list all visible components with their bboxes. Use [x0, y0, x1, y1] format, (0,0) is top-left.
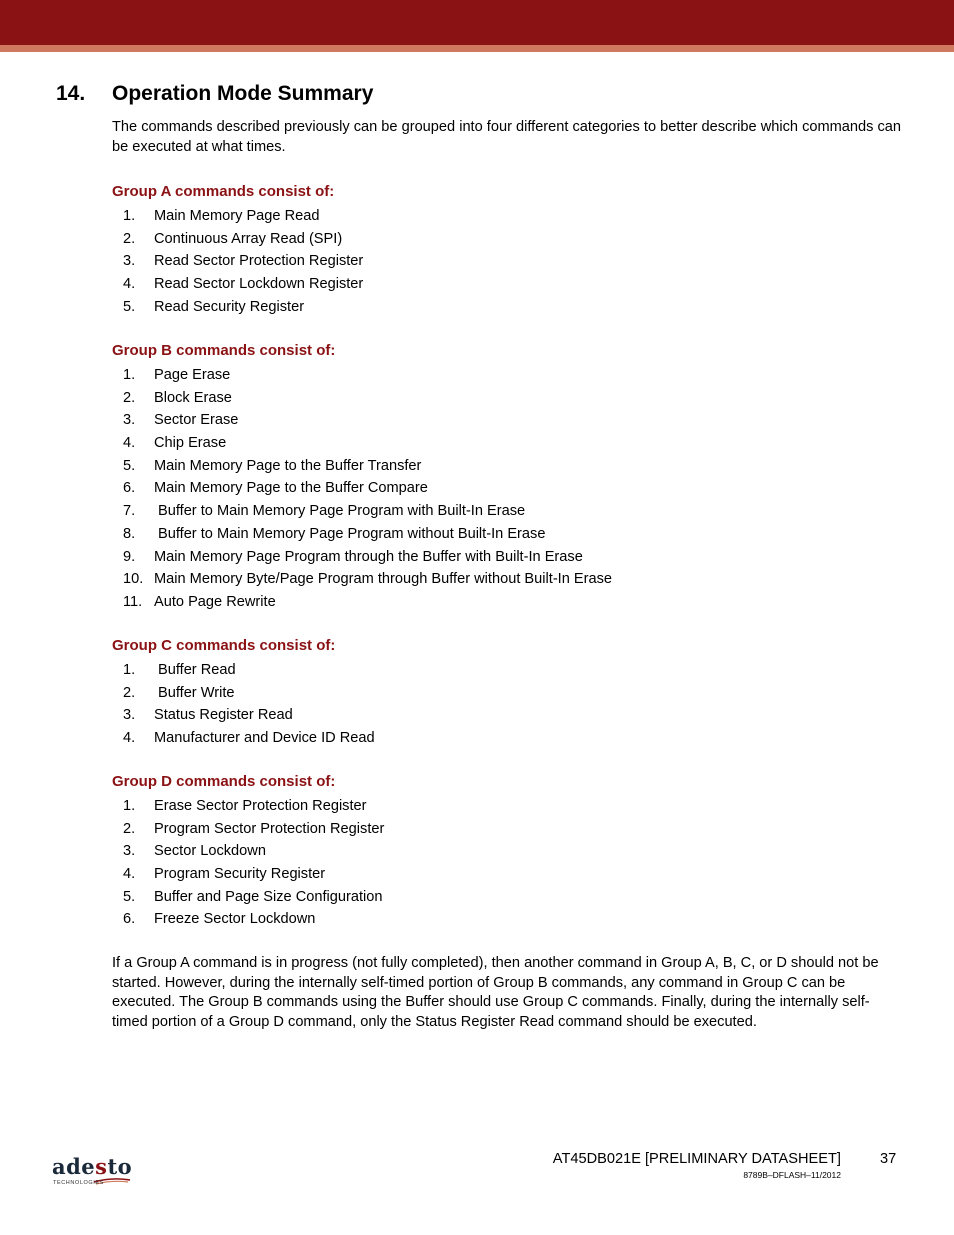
- group-c-title: Group C commands consist of:: [112, 637, 336, 654]
- list-item: [112, 205, 892, 228]
- item-number: 5.: [123, 888, 136, 905]
- list-item: [112, 818, 892, 841]
- list-item: [112, 364, 892, 387]
- item-number: 1.: [123, 367, 136, 383]
- group-d-list: [112, 795, 892, 931]
- list-item: [112, 704, 892, 727]
- item-text: Read Sector Protection Register: [154, 253, 364, 270]
- item-text: Sector Erase: [154, 412, 239, 429]
- group-b-title: Group B commands consist of:: [112, 342, 336, 359]
- item-number: 2.: [123, 820, 136, 837]
- list-item: [112, 432, 892, 455]
- item-text: Main Memory Page Read: [154, 208, 320, 224]
- list-item: [112, 727, 892, 750]
- list-item: [112, 500, 892, 523]
- item-number: 3.: [123, 843, 136, 860]
- item-number: 4.: [123, 435, 136, 452]
- item-number: 4.: [123, 866, 136, 883]
- intro-paragraph: The commands described previously can be grouped into four different categories to better describe which commands can be executed at what times.: [112, 119, 902, 155]
- group-b: [112, 342, 892, 614]
- item-number: 2.: [123, 684, 136, 701]
- list-item: [112, 908, 892, 931]
- group-b-list: [112, 364, 892, 614]
- item-number: 10.: [123, 571, 144, 588]
- list-item: [112, 523, 892, 546]
- group-d: [112, 773, 892, 931]
- group-a-list: [112, 205, 892, 318]
- list-item: [112, 477, 892, 500]
- item-number: 5.: [123, 457, 136, 474]
- item-number: 4.: [123, 730, 136, 747]
- adesto-logo: [52, 1154, 142, 1188]
- list-item: [112, 409, 892, 432]
- list-item: [112, 568, 892, 591]
- item-text: Buffer and Page Size Configuration: [154, 888, 383, 905]
- logo-text-tail: to: [107, 1154, 133, 1179]
- section-title: Operation Mode Summary: [112, 82, 374, 105]
- item-number: 3.: [123, 707, 136, 724]
- item-text: Page Erase: [154, 367, 231, 383]
- item-text: Manufacturer and Device ID Read: [154, 730, 375, 747]
- list-item: [112, 455, 892, 478]
- item-text: Main Memory Page to the Buffer Transfer: [154, 457, 422, 474]
- item-number: 3.: [123, 412, 136, 429]
- item-number: 4.: [123, 276, 136, 293]
- item-number: 5.: [123, 298, 136, 315]
- item-text: Buffer to Main Memory Page Program without Built-In Erase: [158, 525, 546, 542]
- list-item: [112, 387, 892, 410]
- item-number: 2.: [123, 230, 136, 247]
- group-a-title: Group A commands consist of:: [112, 183, 335, 200]
- list-item: [112, 228, 892, 251]
- item-number: 3.: [123, 253, 136, 270]
- list-item: [112, 840, 892, 863]
- list-item: [112, 795, 892, 818]
- item-number: 1.: [123, 208, 136, 224]
- item-number: 11.: [123, 593, 143, 610]
- list-item: [112, 682, 892, 705]
- item-number: 9.: [123, 548, 136, 565]
- item-text: Freeze Sector Lockdown: [154, 911, 316, 928]
- document-title: AT45DB021E [PRELIMINARY DATASHEET]: [552, 1151, 841, 1167]
- item-text: Read Security Register: [154, 298, 305, 315]
- item-number: 6.: [123, 480, 136, 497]
- item-text: Block Erase: [154, 389, 232, 406]
- summary-paragraph: If a Group A command is in progress (not fully completed), then another command in Group A, B, C, or D should not be started. However, during the internally self-timed portion of Group B commands, any command in Group C can be executed. The Group B commands using the Buffer should use Group C commands. Finally, during the internally self-timed portion of a Group D command, only the Status Register Read command should be executed.: [112, 955, 879, 1030]
- group-a: [112, 183, 892, 318]
- list-item: [112, 296, 892, 319]
- header-stripe: [0, 45, 954, 52]
- item-number: 2.: [123, 389, 136, 406]
- list-item: [112, 659, 892, 682]
- list-item: [112, 250, 892, 273]
- logo-text-accent: s: [95, 1154, 108, 1179]
- page-number: 37: [880, 1151, 897, 1167]
- item-text: Buffer to Main Memory Page Program with Built-In Erase: [158, 503, 526, 520]
- item-text: Continuous Array Read (SPI): [154, 230, 343, 247]
- section-number: 14.: [56, 82, 86, 105]
- item-text: Program Security Register: [154, 866, 326, 883]
- item-text: Erase Sector Protection Register: [154, 798, 367, 814]
- item-text: Read Sector Lockdown Register: [154, 276, 364, 293]
- item-text: Main Memory Byte/Page Program through Buffer without Built-In Erase: [154, 571, 613, 588]
- item-number: 1.: [123, 662, 136, 678]
- item-text: Chip Erase: [154, 435, 227, 452]
- item-text: Program Sector Protection Register: [154, 820, 385, 837]
- item-text: Status Register Read: [154, 707, 293, 724]
- logo-subtitle: TECHNOLOGIES: [53, 1180, 104, 1186]
- header-bar: [0, 0, 954, 45]
- list-item: [112, 886, 892, 909]
- item-text: Buffer Read: [158, 662, 236, 678]
- group-c: [112, 637, 892, 750]
- item-text: Main Memory Page Program through the Buffer with Built-In Erase: [154, 548, 583, 565]
- group-d-title: Group D commands consist of:: [112, 773, 336, 790]
- list-item: [112, 546, 892, 569]
- item-text: Sector Lockdown: [154, 843, 266, 860]
- list-item: [112, 591, 892, 614]
- item-text: Auto Page Rewrite: [154, 593, 276, 610]
- item-number: 1.: [123, 798, 136, 814]
- item-number: 7.: [123, 503, 136, 520]
- document-code: 8789B–DFLASH–11/2012: [743, 1170, 841, 1180]
- item-number: 6.: [123, 911, 136, 928]
- logo-text-main: ade: [52, 1154, 96, 1179]
- item-text: Main Memory Page to the Buffer Compare: [154, 480, 428, 497]
- list-item: [112, 863, 892, 886]
- group-c-list: [112, 659, 892, 750]
- list-item: [112, 273, 892, 296]
- item-number: 8.: [123, 525, 136, 542]
- item-text: Buffer Write: [158, 684, 235, 701]
